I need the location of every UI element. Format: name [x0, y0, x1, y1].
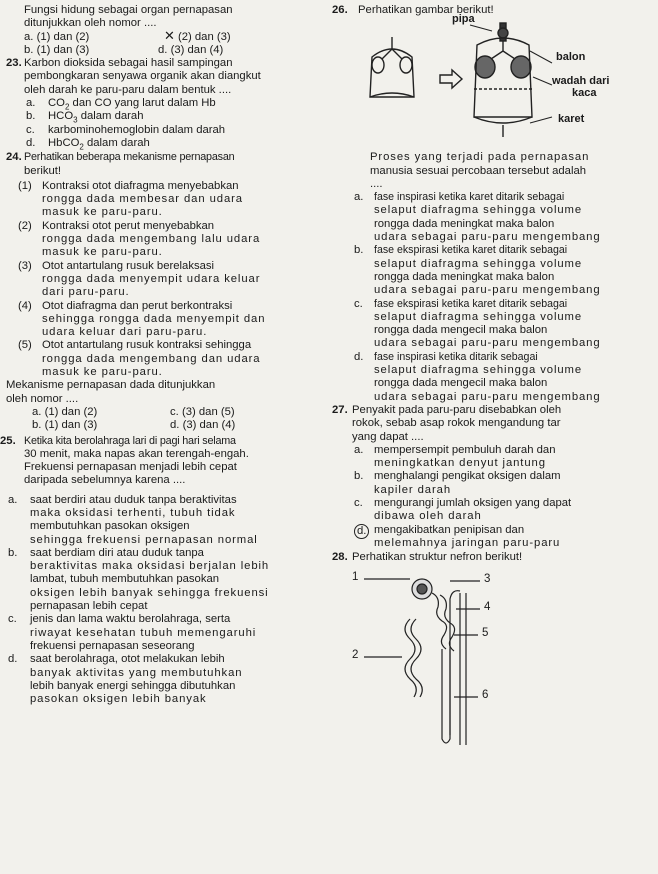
label-wadah-line: wadah dari [552, 75, 610, 88]
q27-stem-line: rokok, sebab asap rokok mengandung tar [352, 417, 561, 430]
label-4: 4 [484, 600, 491, 613]
option-line: saat berdiri atau duduk tanpa beraktivitas [30, 493, 237, 506]
q27-option-c[interactable] [352, 497, 654, 524]
option-line: udara sebagai paru-paru mengembang [374, 284, 601, 297]
statement-number: (5) [18, 339, 32, 352]
q28-stem: Perhatikan struktur nefron berikut! [352, 551, 523, 564]
q23-stem-line: pembongkaran senyawa organik akan diangkut [24, 70, 261, 83]
q22-stem-line: Fungsi hidung sebagai organ pernapasan [24, 4, 233, 16]
question-number: 23. [6, 57, 22, 70]
option-text: (1) dan (3) [44, 419, 98, 432]
option-line: lebih banyak energi sehingga dibutuhkan [30, 679, 236, 692]
q24-statement [18, 339, 322, 379]
formula: CO [48, 97, 65, 110]
question-25 [0, 435, 322, 707]
option-line: frekuensi pernapasan seseorang [30, 639, 195, 652]
label-3: 3 [484, 572, 491, 585]
label-5: 5 [482, 626, 489, 639]
option-letter: b. [8, 546, 18, 559]
option-line: banyak aktivitas yang membutuhkan [30, 666, 243, 679]
option-line: selaput diafragma sehingga volume [374, 364, 583, 377]
q25-stem-line: Frekuensi pernapasan menjadi lebih cepat [24, 461, 237, 474]
option-line: selaput diafragma sehingga volume [374, 257, 583, 270]
option-line: selaput diafragma sehingga volume [374, 204, 583, 217]
option-text: dalam darah [77, 110, 144, 123]
option-line: menghalangi pengikat oksigen dalam [374, 470, 561, 483]
q24-options-row [32, 406, 322, 419]
q24-prompt-line: oleh nomor .... [6, 392, 79, 405]
statement-line: masuk ke paru-paru. [42, 206, 163, 219]
q27-stem-line: yang dapat .... [352, 430, 424, 443]
option-text: (3) dan (5) [181, 405, 235, 418]
q25-option-b[interactable] [6, 547, 322, 613]
q23-option-c[interactable] [24, 124, 322, 137]
question-28 [332, 551, 654, 564]
option-letter: a. [24, 30, 34, 43]
q25-option-c[interactable] [6, 613, 322, 653]
formula: HbCO [48, 136, 80, 149]
option-line: fase inspirasi ketika ditarik sebagai [374, 350, 538, 363]
q22-option-a[interactable] [24, 31, 166, 44]
label-pipa: pipa [452, 13, 475, 26]
question-number: 27. [332, 403, 348, 416]
q23-option-a[interactable] [24, 97, 322, 110]
option-text: (1) dan (2) [44, 405, 98, 418]
q23-option-d[interactable] [24, 137, 322, 150]
option-line: fase ekspirasi ketika karet ditarik sebagai [374, 244, 568, 257]
q23-option-b[interactable] [24, 110, 322, 123]
statement-line: rongga dada menyempit udara keluar [42, 272, 261, 285]
q26-option-d[interactable] [352, 351, 654, 404]
question-23 [6, 57, 322, 70]
q27-stem-line: Penyakit pada paru-paru disebabkan oleh [352, 403, 562, 416]
q26-option-b[interactable] [352, 244, 654, 297]
q22-option-c[interactable] [164, 27, 231, 44]
model-after [474, 23, 532, 137]
label-wadah-line: kaca [572, 87, 597, 100]
q26-option-list [332, 191, 654, 404]
option-line: saat berdiam diri atau duduk tanpa [30, 546, 204, 559]
nephron-diagram [350, 569, 530, 757]
option-line: lambat, tubuh membutuhkan pasokan [30, 573, 220, 586]
option-text: (3) dan (4) [170, 43, 224, 56]
statement-line: masuk ke paru-paru. [42, 366, 163, 379]
option-letter: c. [170, 405, 179, 418]
nephron-figure [350, 569, 654, 757]
option-letter: d. [354, 350, 364, 363]
q24-statement [18, 220, 322, 260]
q24-stem-line: berikut! [24, 164, 62, 177]
option-line: meningkatkan denyut jantung [374, 457, 546, 470]
option-text: dalam darah [83, 136, 150, 149]
q25-stem-line: Ketika kita berolahraga lari di pagi hari selama [24, 434, 236, 447]
q23-stem-line: Karbon dioksida sebagai hasil sampingan [24, 57, 233, 70]
q22-options-row [24, 44, 322, 57]
q24-stem-line: Perhatikan beberapa mekanisme pernapasan [24, 151, 235, 164]
q27-option-list [332, 444, 654, 550]
q25-option-list [6, 494, 322, 707]
option-letter: b. [26, 110, 36, 123]
q24-statement [18, 300, 322, 340]
statement-line: sehingga rongga dada menyempit dan [42, 312, 266, 325]
option-letter: b. [24, 43, 34, 56]
label-karet: karet [558, 113, 585, 126]
statement-line: masuk ke paru-paru. [42, 246, 163, 259]
q24-option-a[interactable] [32, 406, 170, 419]
q24-option-d[interactable] [170, 419, 235, 432]
q24-prompt-line: Mekanisme pernapasan dada ditunjukkan [6, 379, 216, 392]
label-2: 2 [352, 648, 359, 661]
q27-option-b[interactable] [352, 470, 654, 497]
question-number: 26. [332, 4, 348, 16]
statement-number: (3) [18, 259, 32, 272]
formula-subscript: 2 [64, 102, 70, 112]
option-line: fase inspirasi ketika karet ditarik sebagai [374, 191, 565, 204]
breathing-model-figure [352, 13, 654, 145]
option-letter: a. [26, 97, 36, 110]
option-line: pasokan oksigen lebih banyak [30, 693, 207, 706]
q26-text-line: Proses yang terjadi pada pernapasan [370, 151, 590, 164]
q25-option-a[interactable] [6, 494, 322, 547]
statement-line: Otot antartulang rusuk kontraksi sehingga [42, 339, 252, 352]
option-line: mengurangi jumlah oksigen yang dapat [374, 497, 572, 510]
q26-text-line: manusia sesuai percobaan tersebut adalah [370, 164, 587, 177]
option-letter: a. [354, 191, 364, 204]
option-letter: d. [170, 419, 180, 432]
q27-option-a[interactable] [352, 444, 654, 471]
statement-line: Kontraksi otot perut menyebabkan [42, 219, 215, 232]
right-column [332, 4, 654, 757]
q23-stem-line: oleh darah ke paru-paru dalam bentuk .... [24, 83, 232, 96]
option-letter: a. [8, 493, 18, 506]
statement-line: Otot diafragma dan perut berkontraksi [42, 299, 233, 312]
statement-number: (4) [18, 299, 32, 312]
q27-option-d[interactable] [352, 524, 654, 551]
question-22-tail [6, 4, 322, 57]
option-text: (1) dan (2) [36, 30, 90, 43]
statement-line: rongga dada mengembang lalu udara [42, 233, 261, 246]
option-line: jenis dan lama waktu berolahraga, serta [30, 613, 231, 626]
option-letter: c. [8, 613, 17, 626]
option-line: membutuhkan pasokan oksigen [30, 520, 190, 533]
q24-statement [18, 180, 322, 220]
option-letter: d. [8, 653, 18, 666]
statement-line: rongga dada mengembang dan udara [42, 352, 261, 365]
q24-option-c[interactable] [170, 406, 235, 419]
statement-line: udara keluar dari paru-paru. [42, 326, 208, 339]
option-line: mengakibatkan penipisan dan [374, 523, 525, 536]
q26-text [332, 151, 654, 191]
option-letter: d. [26, 136, 36, 149]
question-23-body [6, 70, 322, 150]
option-line: sehingga frekuensi pernapasan normal [30, 533, 258, 546]
option-letter: a. [32, 405, 42, 418]
q25-stem-line: daripada sebelumnya karena .... [24, 474, 186, 487]
q26-text-line: .... [370, 177, 383, 190]
option-letter: a. [354, 443, 364, 456]
statement-line: dari paru-paru. [42, 286, 130, 299]
option-line: beraktivitas maka oksidasi berjalan lebih [30, 560, 270, 573]
option-text: (2) dan (3) [177, 30, 231, 43]
question-26 [332, 4, 654, 17]
question-24 [6, 151, 322, 432]
option-line: fase ekspirasi ketika karet ditarik sebagai [374, 297, 568, 310]
q26-option-c[interactable] [352, 298, 654, 351]
q24-statement-list [18, 180, 322, 379]
option-line: rongga dada meningkat maka balon [374, 270, 555, 283]
option-line: kapiler darah [374, 483, 452, 496]
statement-number: (2) [18, 219, 32, 232]
label-6: 6 [482, 688, 489, 701]
q22-options-row [24, 27, 322, 44]
q24-options-row [32, 419, 322, 432]
label-balon: balon [556, 51, 586, 64]
option-text: karbominohemoglobin dalam darah [48, 123, 226, 136]
question-number: 24. [6, 151, 22, 164]
q25-stem-line: 30 menit, maka napas akan terengah-engah. [24, 447, 249, 460]
nephron-structure [364, 579, 480, 745]
option-line: oksigen lebih banyak sehingga frekuensi [30, 586, 269, 599]
model-before [370, 37, 414, 97]
option-letter: d. [354, 524, 369, 539]
arrow-right-icon [440, 70, 462, 88]
option-text: (3) dan (4) [182, 419, 236, 432]
q24-option-b[interactable] [32, 419, 170, 432]
label-1: 1 [352, 570, 359, 583]
cross-mark-icon: ✕ [164, 27, 175, 43]
option-letter: b. [354, 244, 364, 257]
option-line: selaput diafragma sehingga volume [374, 310, 583, 323]
q25-option-d[interactable] [6, 653, 322, 706]
option-line: dibawa oleh darah [374, 510, 482, 523]
option-line: udara sebagai paru-paru mengembang [374, 337, 601, 350]
option-text: (1) dan (3) [36, 43, 90, 56]
option-letter: c. [354, 497, 363, 510]
q22-option-d[interactable] [158, 44, 223, 57]
label-wadah [552, 75, 609, 99]
option-letter: d. [158, 43, 168, 56]
formula-subscript: 2 [79, 142, 84, 152]
option-line: rongga dada mengecil maka balon [374, 377, 548, 390]
option-letter: c. [354, 297, 363, 310]
option-text: dan CO yang larut dalam Hb [69, 97, 216, 110]
option-letter: b. [32, 419, 42, 432]
option-line: rongga dada meningkat maka balon [374, 217, 555, 230]
question-number: 28. [332, 551, 348, 564]
option-letter: b. [354, 470, 364, 483]
option-line: pernapasan lebih cepat [30, 600, 148, 613]
option-line: saat berolahraga, otot melakukan lebih [30, 653, 225, 666]
q22-option-b[interactable] [24, 44, 158, 57]
option-letter: c. [26, 123, 35, 136]
statement-line: rongga dada membesar dan udara [42, 193, 243, 206]
question-number: 25. [0, 434, 16, 447]
option-line: rongga dada mengecil maka balon [374, 324, 548, 337]
left-column [0, 4, 322, 706]
statement-number: (1) [18, 179, 32, 192]
q26-stem: Perhatikan gambar berikut! [358, 4, 494, 16]
option-line: maka oksidasi terhenti, tubuh tidak [30, 506, 236, 519]
statement-line: Kontraksi otot diafragma menyebabkan [42, 179, 239, 192]
q24-statement [18, 260, 322, 300]
option-line: udara sebagai paru-paru mengembang [374, 390, 601, 403]
q22-stem-line: ditunjukkan oleh nomor .... [24, 17, 157, 30]
option-line: mempersempit pembuluh darah dan [374, 443, 556, 456]
statement-line: Otot antartulang rusuk berelaksasi [42, 259, 215, 272]
q26-option-a[interactable] [352, 191, 654, 244]
option-line: riwayat kesehatan tubuh memengaruhi [30, 626, 257, 639]
formula: HCO [48, 110, 74, 123]
formula-subscript: 3 [73, 115, 78, 125]
option-line: melemahnya jaringan paru-paru [374, 536, 561, 549]
question-27 [332, 404, 654, 444]
option-line: udara sebagai paru-paru mengembang [374, 231, 601, 244]
